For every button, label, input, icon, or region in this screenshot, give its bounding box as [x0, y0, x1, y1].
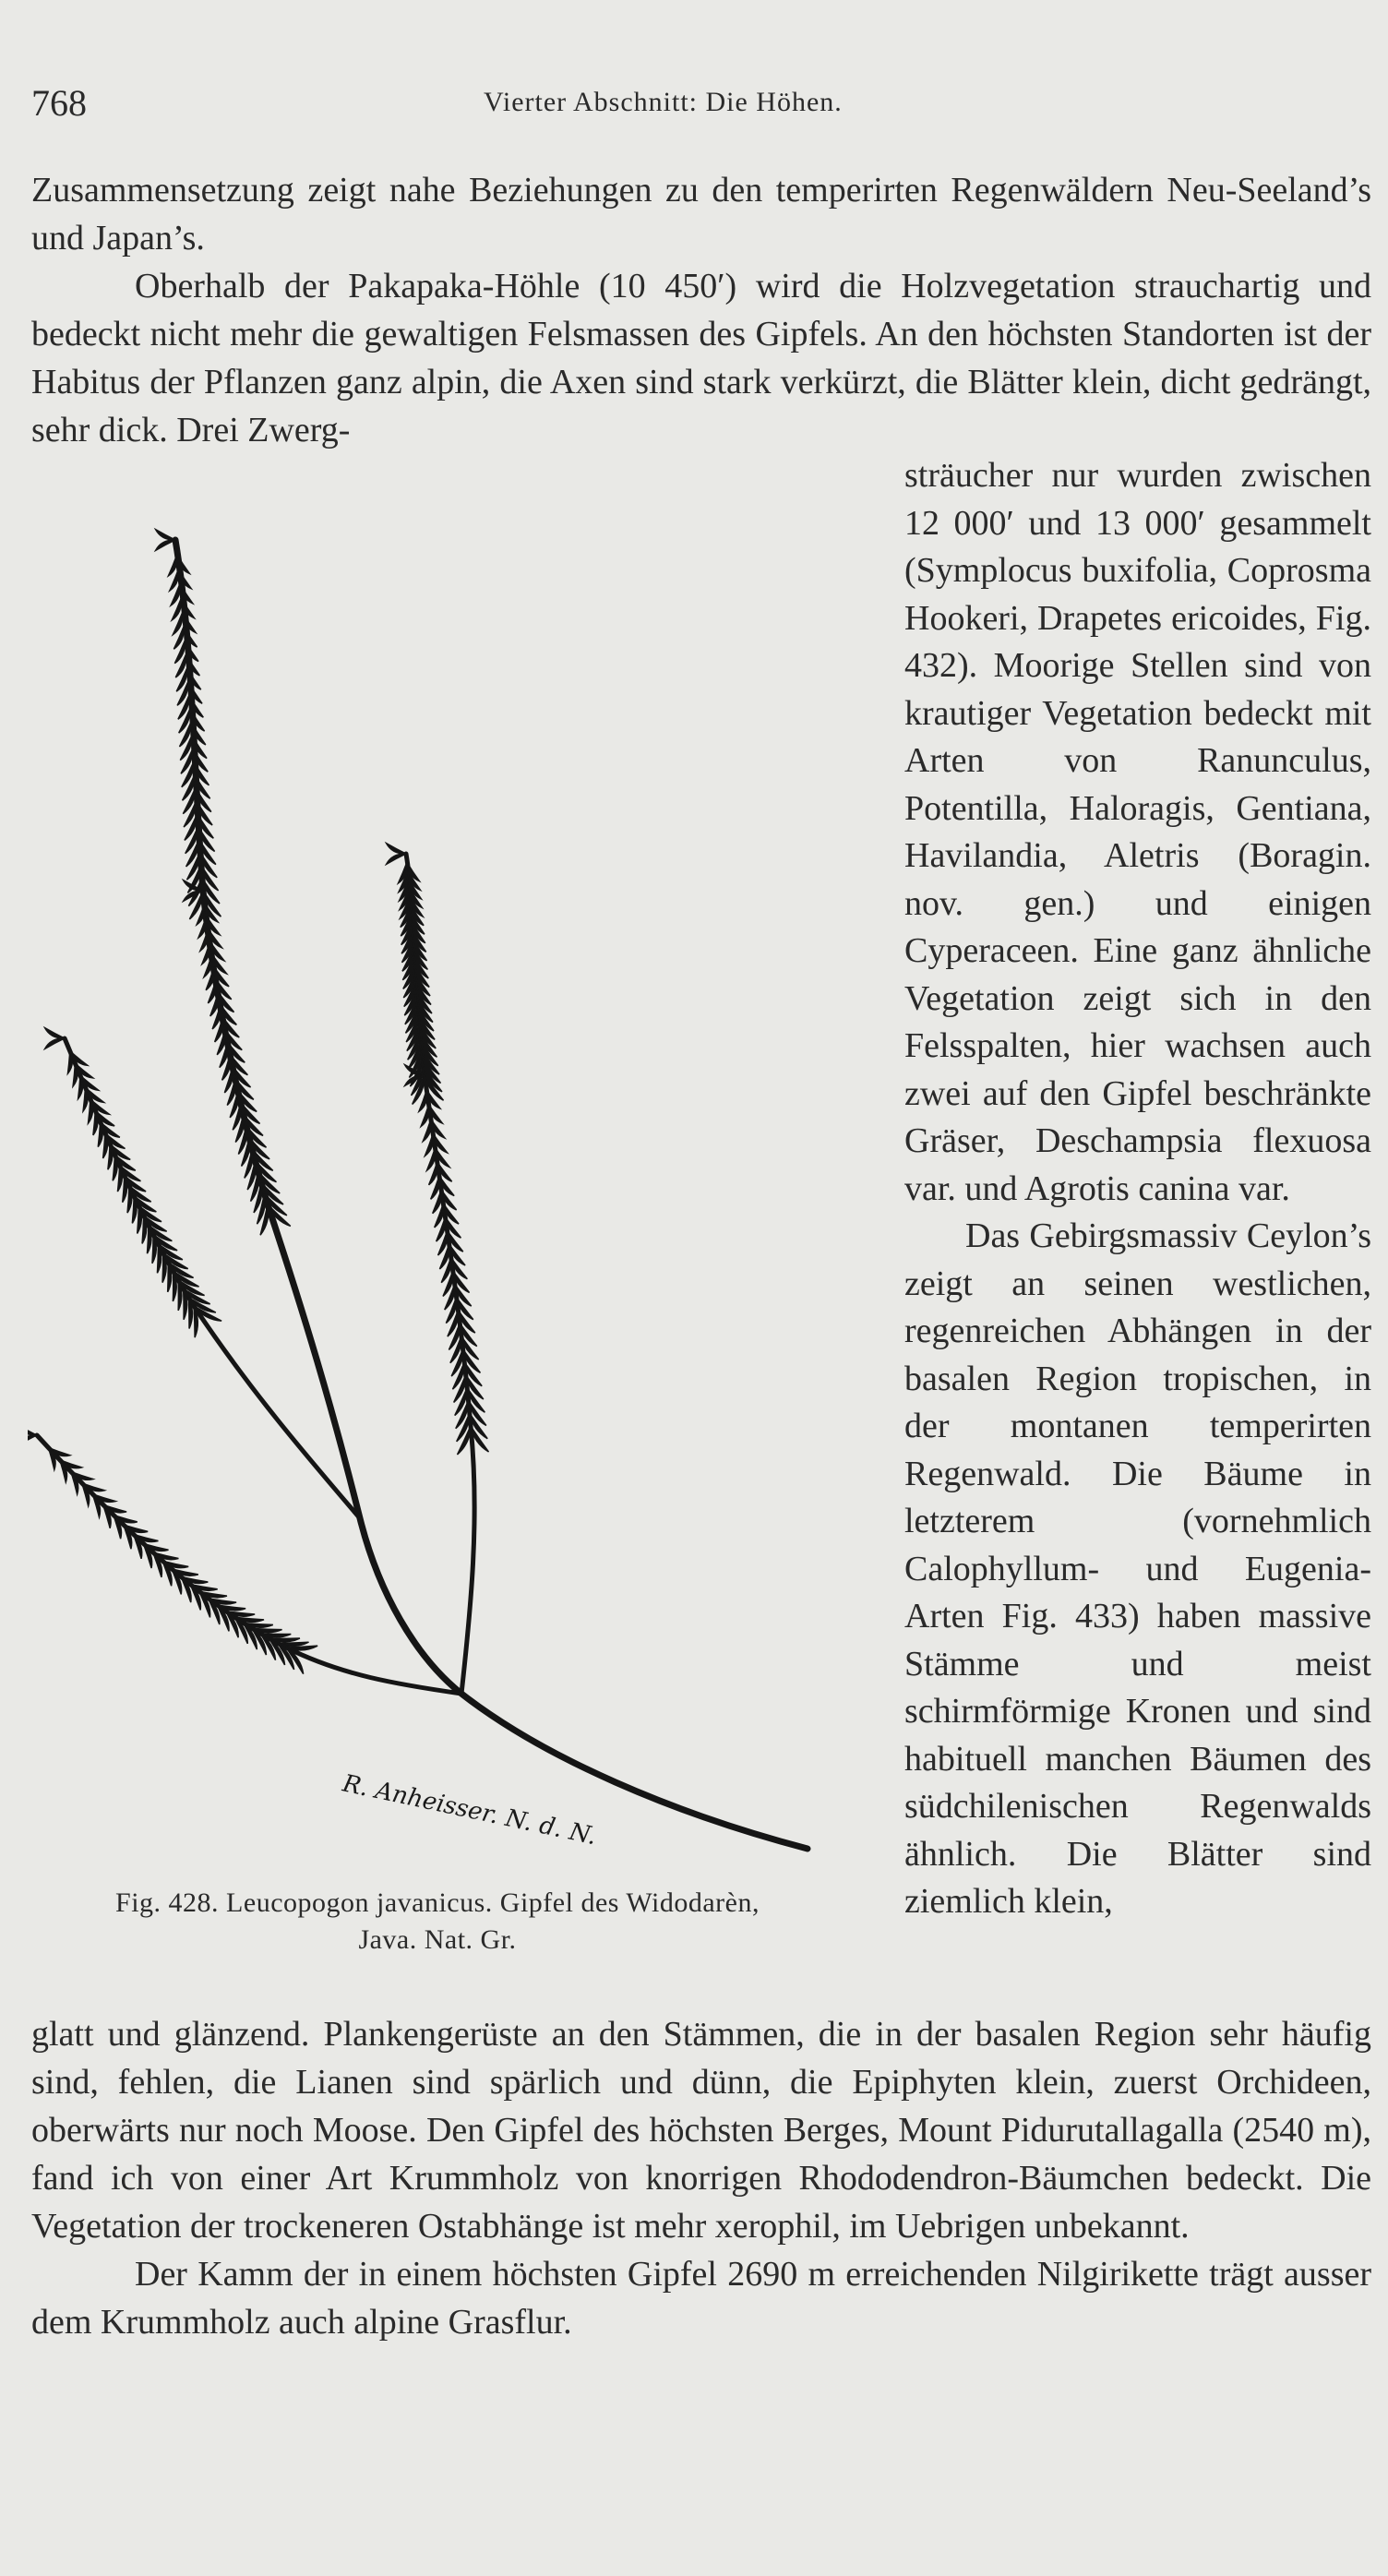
top-text-block: [31, 166, 1371, 454]
paragraph: Oberhalb der Pakapaka-Höhle (10 450′) wird die Holzvegetation strauchartig und bedeckt nicht mehr die gewaltigen Felsmassen des Gipfels. An den höchsten Standorten ist der Habitus der Pflanzen ganz alpin, die Axen sind stark verkürzt, die Blätter klein, dicht gedrängt, sehr dick. Drei Zwerg-: [31, 267, 1371, 449]
bottom-text-block: [31, 2010, 1371, 2346]
caption-line: Java. Nat. Gr.: [358, 1924, 517, 1955]
page-header: [31, 81, 1360, 127]
plant-drawing: [28, 503, 840, 1869]
figure-leucopogon-illustration: [28, 503, 840, 1869]
caption-line: Fig. 428. Leucopogon javanicus. Gipfel des Widodarèn,: [115, 1887, 760, 1918]
right-text-column: [904, 452, 1371, 1926]
paragraph: Der Kamm der in einem höchsten Gipfel 2690 m erreichenden Nilgirikette trägt ausser dem Krummholz auch alpine Grasflur.: [31, 2255, 1371, 2342]
figure-caption: [31, 1885, 844, 1959]
paragraph: sträucher nur wurden zwischen 12 000′ und 13 000′ gesammelt (Symplocus buxifolia, Coprosma Hookeri, Drapetes ericoides, Fig. 432). Moorige Stellen sind von krautiger Vegetation bedeckt mit Arten von Ranunculus, Potentilla, Haloragis, Gentiana, Havilandia, Aletris (Boragin. nov. gen.) und einigen Cyperaceen. Eine ganz ähnliche Vegetation zeigt sich in den Felsspalten, hier wachsen auch zwei auf den Gipfel beschränkte Gräser, Deschampsia flexuosa var. und Agrotis canina var.: [904, 456, 1371, 1208]
plant-branches: [37, 540, 808, 1849]
paragraph: Zusammensetzung zeigt nahe Beziehungen zu den temperirten Regenwäldern Neu-Seeland’s und Japan’s.: [31, 171, 1371, 258]
page-number: 768: [31, 82, 87, 124]
paragraph: glatt und glänzend. Plankengerüste an den Stämmen, die in der basalen Region sehr häufig sind, fehlen, die Lianen sind spärlich und dünn, die Epiphyten klein, zuerst Orchideen, oberwärts nur noch Moose. Den Gipfel des höchsten Berges, Mount Pidurutallagalla (2540 m), fand ich von einer Art Krummholz von knorrigen Rhododendron-Bäumchen bedeckt. Die Vegetation der trockeneren Ostabhänge ist mehr xerophil, im Uebrigen unbekannt.: [31, 2015, 1371, 2246]
artist-signature: R. Anheisser. N. d. N.: [340, 1769, 600, 1851]
paragraph: Das Gebirgsmassiv Ceylon’s zeigt an seinen westlichen, regenreichen Abhängen in der basalen Region tropischen, in der montanen temperirten Regenwald. Die Bäume in letzterem (vornehmlich Calophyllum- und Eugenia-Arten Fig. 433) haben massive Stämme und meist schirmförmige Kronen und sind habituell manchen Bäumen des südchilenischen Regenwalds ähnlich. Die Blätter sind ziemlich klein,: [904, 1216, 1371, 1921]
running-head: Vierter Abschnitt: Die Höhen.: [484, 87, 843, 117]
plant-leaves: [28, 527, 491, 1675]
